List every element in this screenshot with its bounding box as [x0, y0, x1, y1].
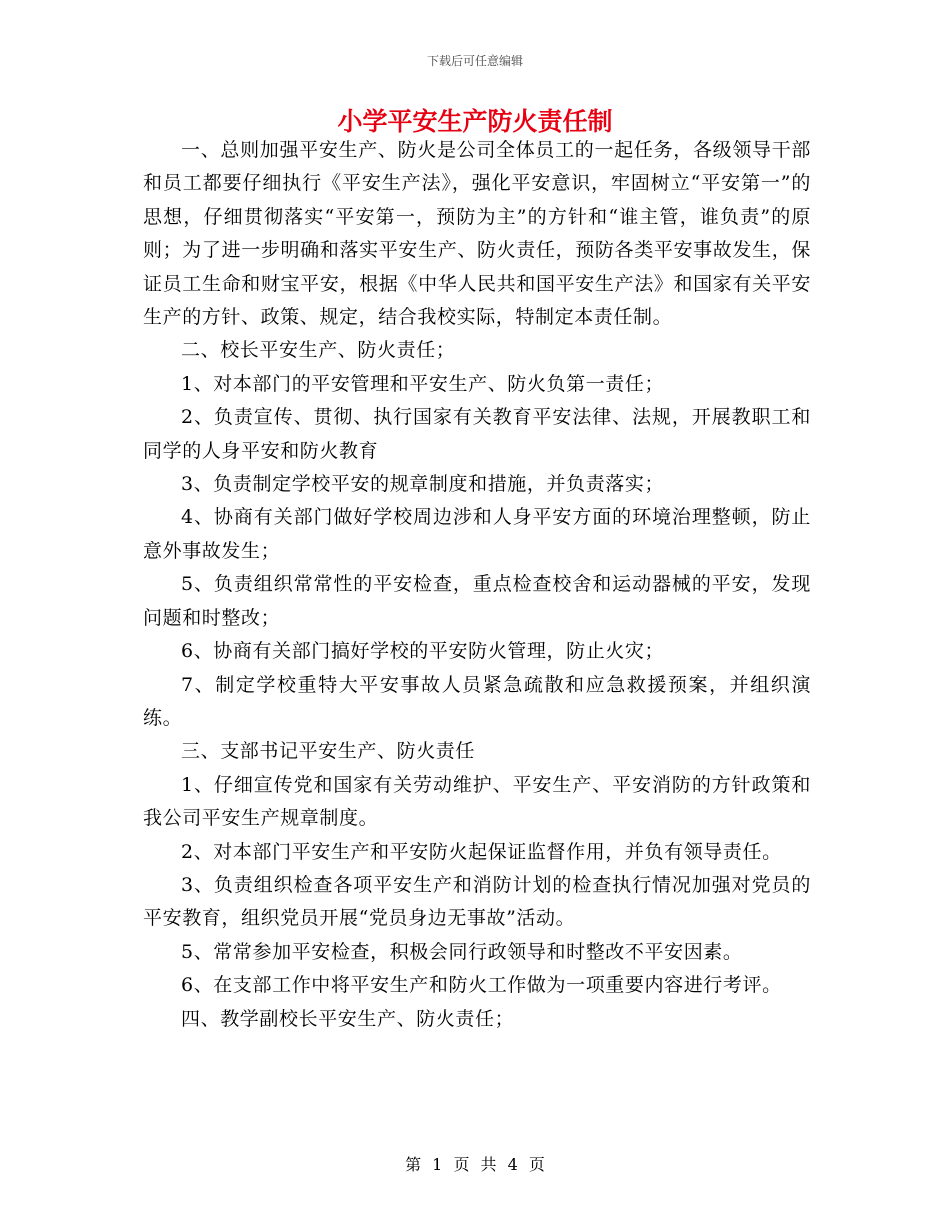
paragraph: 5、负责组织常常性的平安检查，重点检查校舍和运动器械的平安，发现问题和时整改；: [143, 573, 811, 629]
paragraph: 四、教学副校长平安生产、防火责任；: [181, 1007, 515, 1030]
paragraph: 1、仔细宣传党和国家有关劳动维护、平安生产、平安消防的方针政策和我公司平安生产规章制度。: [143, 773, 811, 830]
header-note: 下载后可任意编辑: [426, 54, 523, 68]
document-body: [143, 134, 811, 1036]
paragraph: 4、协商有关部门做好学校周边涉和人身平安方面的环境治理整顿，防止意外事故发生；: [143, 506, 811, 562]
document-title: 小学平安生产防火责任制: [337, 107, 613, 136]
paragraph: 5、常常参加平安检查，积极会同行政领导和时整改不平安因素。: [181, 940, 743, 963]
page-number-footer: 第 1 页 共 4 页: [405, 1155, 545, 1174]
paragraph: 2、负责宣传、贯彻、执行国家有关教育平安法律、法规，开展教职工和同学的人身平安和防火教育: [143, 406, 811, 462]
paragraph: 3、负责制定学校平安的规章制度和措施，并负责落实；: [181, 473, 665, 496]
paragraph: 1、对本部门的平安管理和平安生产、防火负第一责任；: [181, 372, 665, 395]
paragraph: 一、总则加强平安生产、防火是公司全体员工的一起任务，各级领导干部和员工都要仔细执行《平安生产法》，强化平安意识，牢固树立“平安第一”的思想，仔细贯彻落实“平安第一，预防为主”的方针和“谁主管，谁负责”的原则；为了进一步明确和落实平安生产、防火责任，预防各类平安事故发生，保证员工生命和财宝平安，根据《中华人民共和国平安生产法》和国家有关平安生产的方针、政策、规定，结合我校实际，特制定本责任制。: [143, 139, 811, 329]
paragraph: 6、在支部工作中将平安生产和防火工作做为一项重要内容进行考评。: [181, 974, 782, 997]
paragraph: 二、校长平安生产、防火责任；: [181, 339, 456, 362]
paragraph: 2、对本部门平安生产和平安防火起保证监督作用，并负有领导责任。: [181, 840, 782, 863]
paragraph: 7、制定学校重特大平安事故人员紧急疏散和应急救援预案，并组织演练。: [143, 673, 811, 729]
paragraph: 三、支部书记平安生产、防火责任: [181, 740, 476, 763]
paragraph: 3、负责组织检查各项平安生产和消防计划的检查执行情况加强对党员的平安教育，组织党员开展“党员身边无事故”活动。: [143, 873, 811, 930]
paragraph: 6、协商有关部门搞好学校的平安防火管理，防止火灾；: [181, 640, 665, 663]
